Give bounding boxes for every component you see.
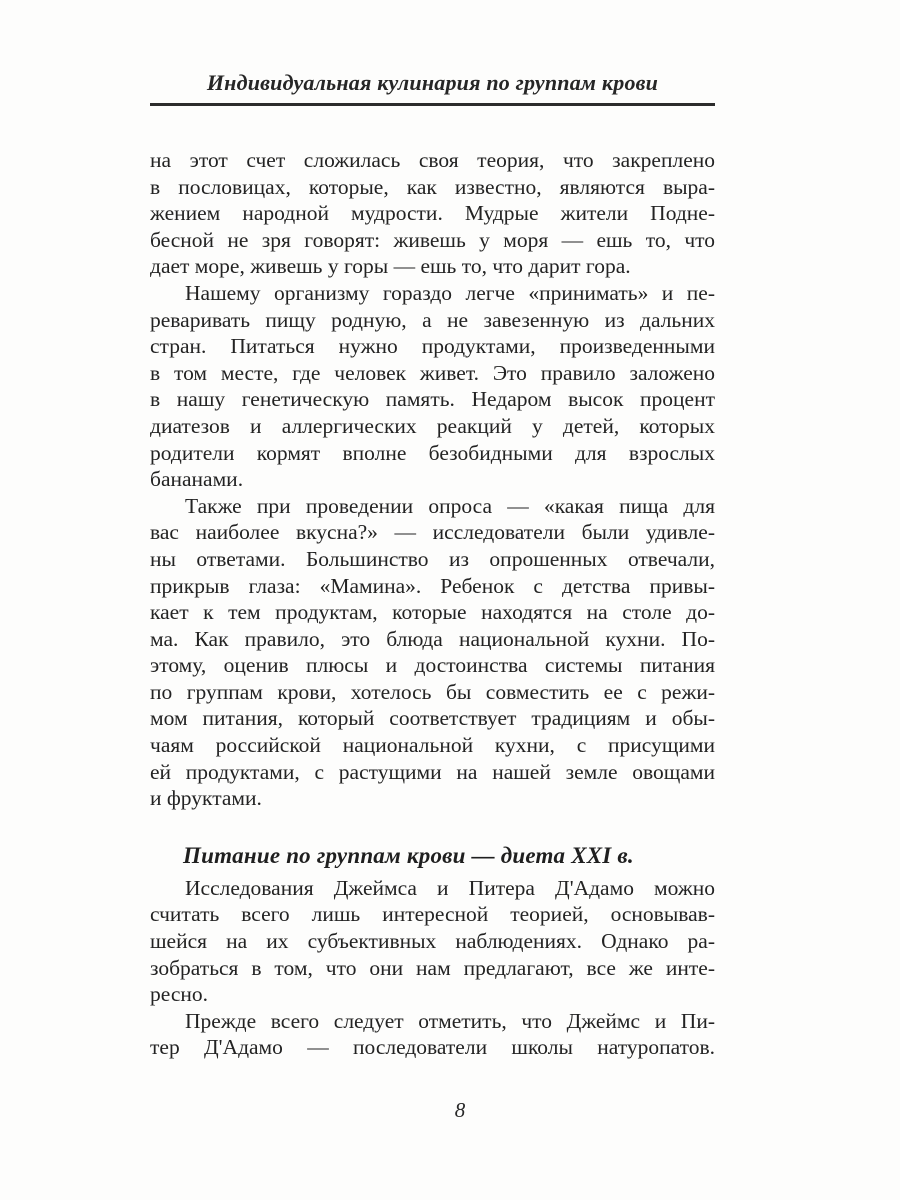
body-text bbox=[150, 147, 715, 1061]
paragraph bbox=[150, 875, 715, 1008]
text-line: бесной не зря говорят: живешь у моря — ешь то, что bbox=[150, 227, 715, 252]
text-line: тер Д'Адамо — последователи школы натуропатов. bbox=[150, 1035, 715, 1060]
paragraph bbox=[150, 147, 715, 280]
text-line: ны ответами. Большинство из опрошенных отвечали, bbox=[150, 546, 715, 571]
paragraph bbox=[150, 280, 715, 493]
text-line: и фруктами. bbox=[150, 786, 262, 811]
text-line: мом питания, который соответствует традициям и обы- bbox=[150, 706, 715, 731]
text-line: Нашему организму гораздо легче «принимать» и пе- bbox=[185, 280, 715, 305]
header-rule bbox=[150, 103, 715, 106]
text-line: считать всего лишь интересной теорией, основывав- bbox=[150, 902, 715, 927]
text-line: вас наиболее вкусна?» — исследователи были удивле- bbox=[150, 520, 715, 545]
text-line: Исследования Джеймса и Питера Д'Адамо можно bbox=[185, 875, 715, 900]
text-line: родители кормят вполне безобидными для взрослых bbox=[150, 440, 715, 465]
text-line: Прежде всего следует отметить, что Джеймс и Пи- bbox=[185, 1008, 715, 1033]
text-line: стран. Питаться нужно продуктами, произведенными bbox=[150, 334, 715, 359]
text-line: реваривать пищу родную, а не завезенную из дальних bbox=[150, 307, 715, 332]
text-line: в нашу генетическую память. Недаром высок процент bbox=[150, 387, 715, 412]
text-line: чаям российской национальной кухни, с присущими bbox=[150, 733, 715, 758]
text-line: жением народной мудрости. Мудрые жители Подне- bbox=[150, 201, 715, 226]
section-heading: Питание по группам крови — диета XXI в. bbox=[183, 842, 634, 868]
text-line: прикрыв глаза: «Мамина». Ребенок с детства привы- bbox=[150, 573, 715, 598]
text-line: в пословицах, которые, как известно, являются выра- bbox=[150, 174, 715, 199]
text-line: этому, оценив плюсы и достоинства системы питания bbox=[150, 653, 715, 678]
text-line: диатезов и аллергических реакций у детей, которых bbox=[150, 413, 715, 438]
page-number: 8 bbox=[454, 1098, 466, 1122]
text-line: кает к тем продуктам, которые находятся на столе до- bbox=[150, 600, 715, 625]
text-line: бананами. bbox=[150, 467, 244, 492]
text-line: ей продуктами, с растущими на нашей земле овощами bbox=[150, 759, 715, 784]
text-line: в том месте, где человек живет. Это правило заложено bbox=[150, 360, 715, 385]
text-line: на этот счет сложилась своя теория, что закреплено bbox=[150, 148, 715, 172]
text-line: дает море, живешь у горы — ешь то, что дарит гора. bbox=[150, 254, 631, 279]
paragraph bbox=[150, 493, 715, 812]
text-column bbox=[150, 70, 715, 1061]
text-line: по группам крови, хотелось бы совместить ее с режи- bbox=[150, 679, 715, 704]
text-line: Также при проведении опроса — «какая пища для bbox=[185, 493, 715, 518]
text-line: ресно. bbox=[150, 982, 209, 1007]
paragraph bbox=[150, 1008, 715, 1061]
text-line: ма. Как правило, это блюда национальной кухни. По- bbox=[150, 626, 715, 651]
text-line: шейся на их субъективных наблюдениях. Однако ра- bbox=[150, 929, 715, 954]
text-line: зобраться в том, что они нам предлагают, все же инте- bbox=[150, 955, 715, 980]
running-head-title: Индивидуальная кулинария по группам крови bbox=[206, 70, 659, 95]
